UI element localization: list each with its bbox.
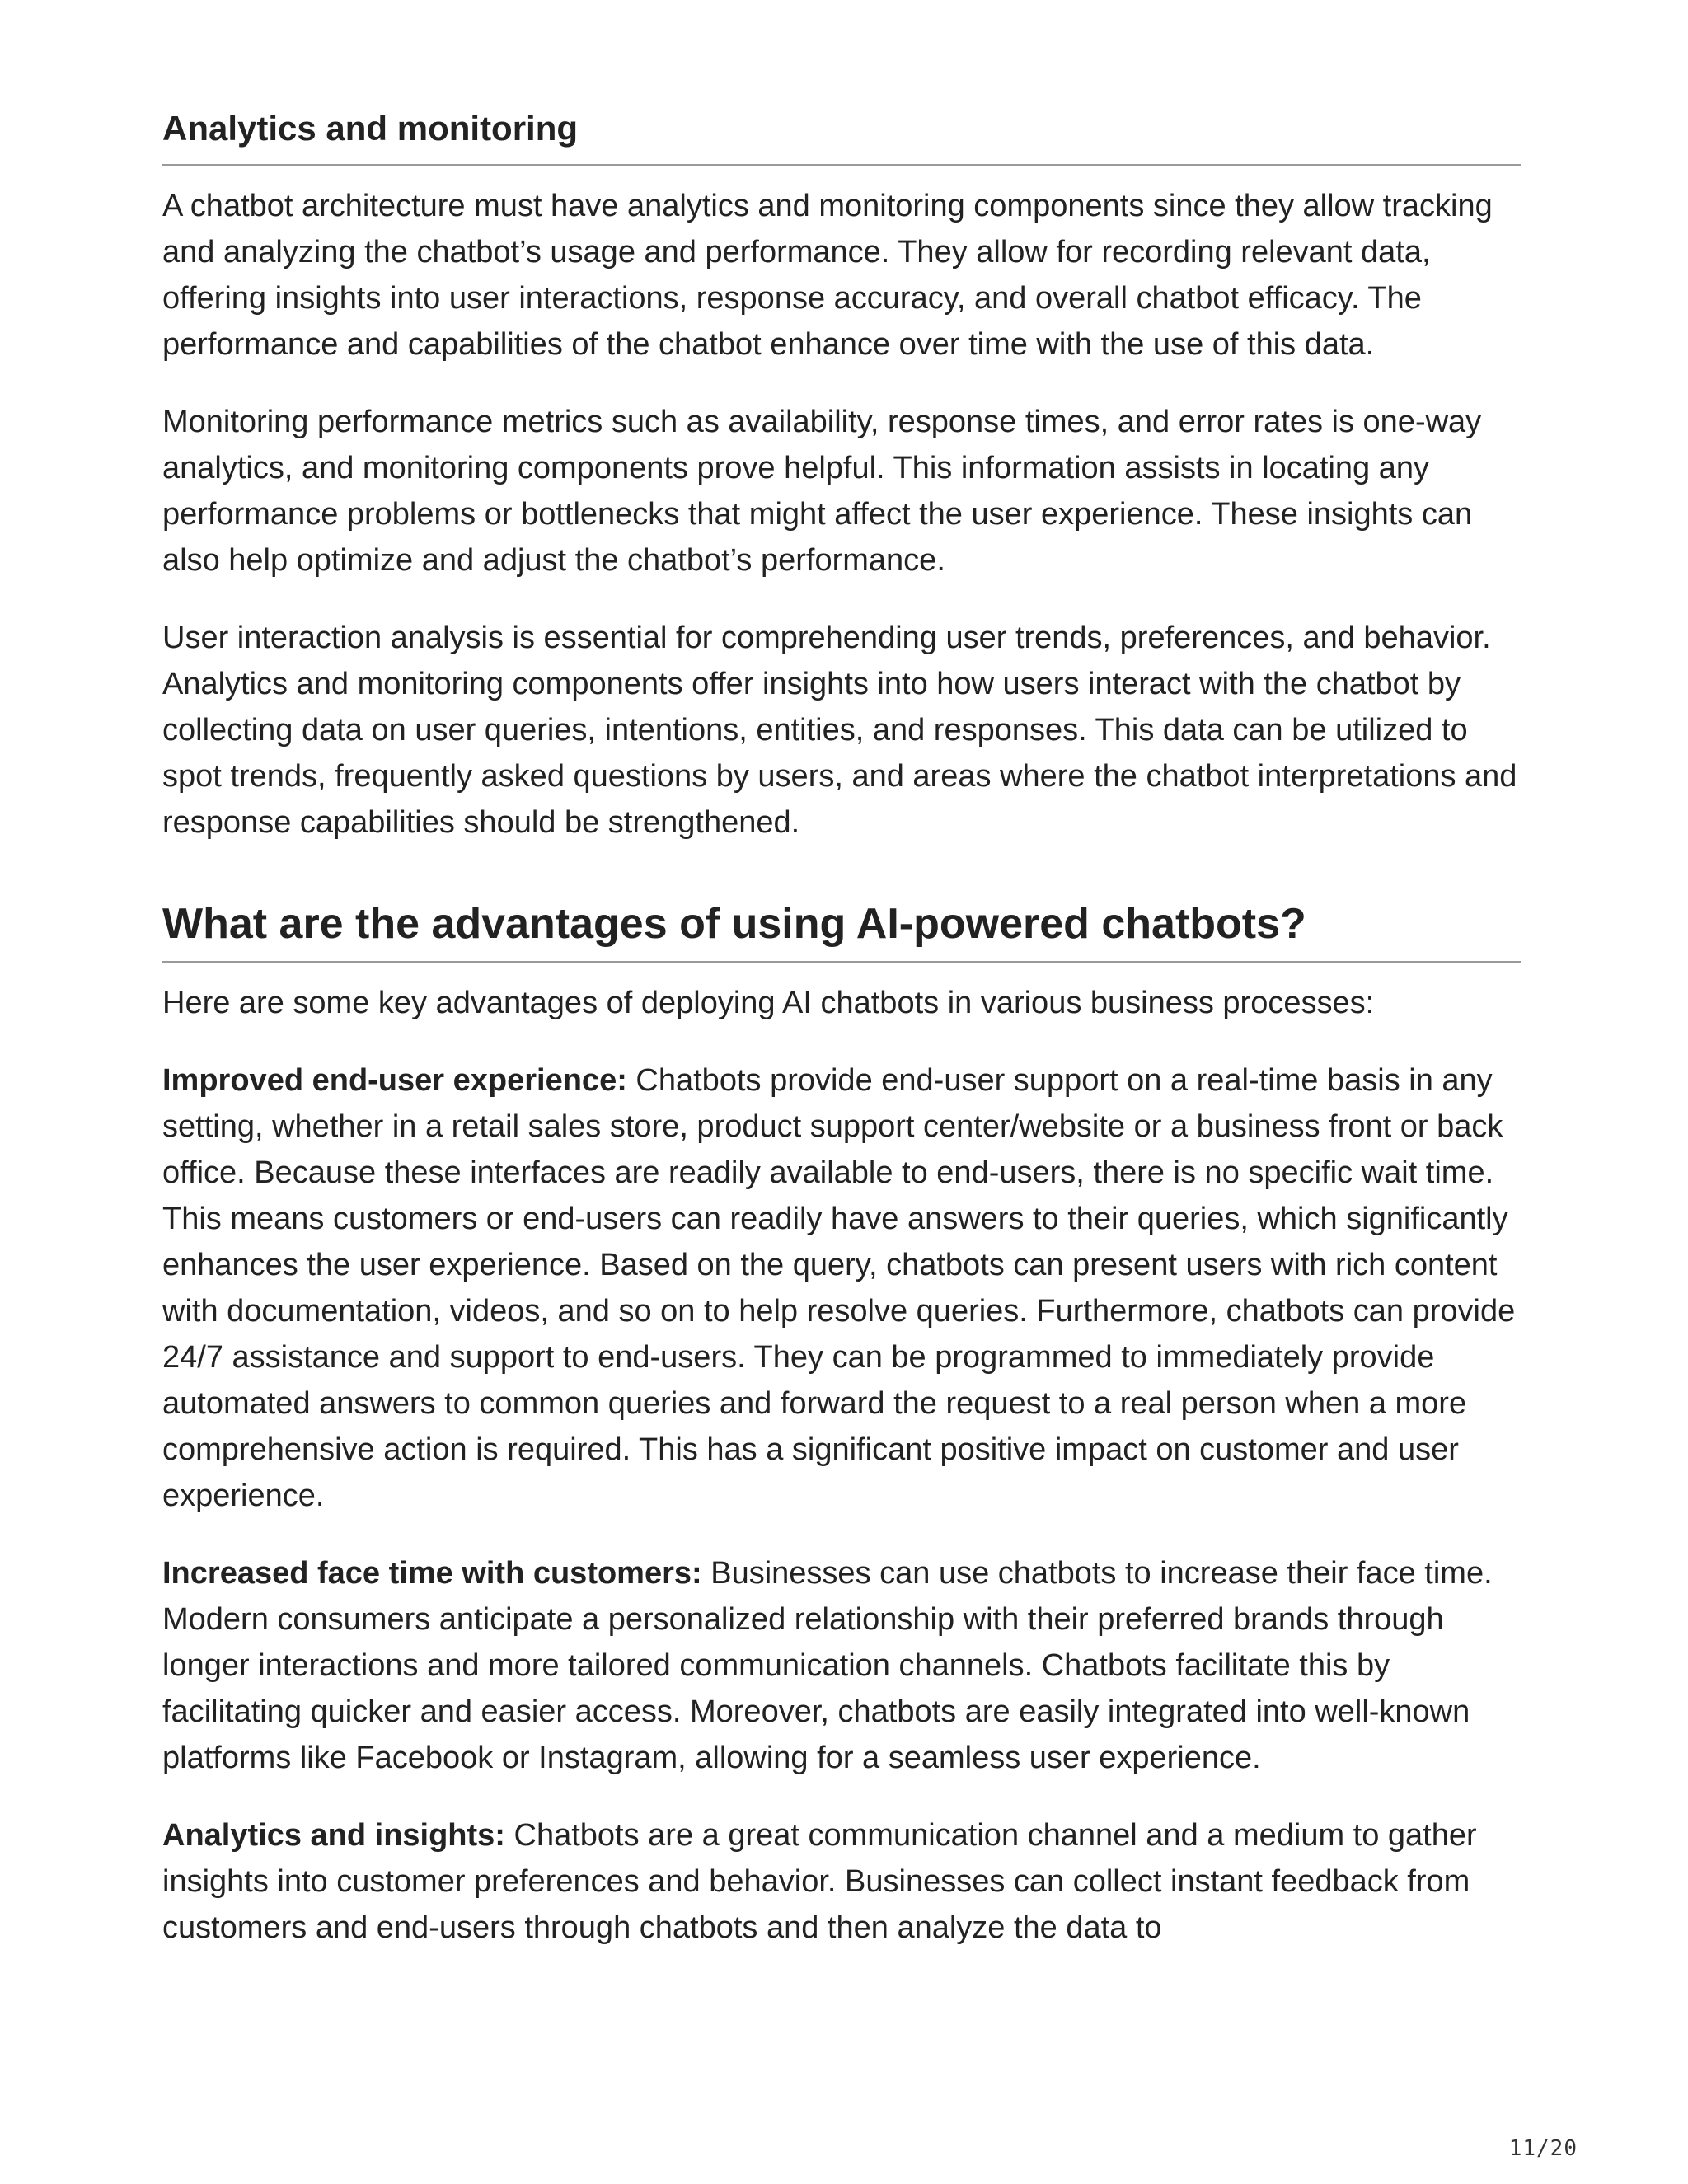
- advantage-item: [162, 1550, 1521, 1781]
- advantage-label: Improved end-user experience:: [162, 1062, 627, 1098]
- advantage-text: Businesses can use chatbots to increase their face time. Modern consumers anticipate a personalized relationship with their preferred brands through longer interactions and more tailored communication channels. Chatbots facilitate this by facilitating quicker and easier access. Moreover, chatbots are easily integrated into well-known platforms like Facebook or Instagram, allowing for a seamless user experience.: [162, 1555, 1493, 1775]
- paragraph: A chatbot architecture must have analytics and monitoring components since they allow tracking and analyzing the chatbot’s usage and performance. They allow for recording relevant data, offering insights into user interactions, response accuracy, and overall chatbot efficacy. The performance and capabilities of the chatbot enhance over time with the use of this data.: [162, 188, 1493, 362]
- advantage-item: [162, 1812, 1521, 1951]
- page-number: 11/20: [1508, 2136, 1578, 2161]
- section-heading-analytics-monitoring: Analytics and monitoring: [162, 107, 1521, 166]
- advantage-label: Increased face time with customers:: [162, 1555, 702, 1591]
- advantage-item: [162, 1057, 1521, 1519]
- advantage-text: Chatbots are a great communication channel and a medium to gather insights into customer preferences and behavior. Businesses can collect instant feedback from customers and end-users through chatbots and then analyze the data to: [162, 1817, 1477, 1945]
- document-page: [162, 107, 1521, 1982]
- paragraph: User interaction analysis is essential for comprehending user trends, preferences, and behavior. Analytics and monitoring components offer insights into how users interact with the chatbot by collecting data on user queries, intentions, entities, and responses. This data can be utilized to spot trends, frequently asked questions by users, and areas where the chatbot interpretations and response capabilities should be strengthened.: [162, 620, 1517, 840]
- advantage-text: Chatbots provide end-user support on a real-time basis in any setting, whether in a retail sales store, product support center/website or a business front or back office. Because these interfaces are readily available to end-users, there is no specific wait time. This means customers or end-users can readily have answers to their queries, which significantly enhances the user experience. Based on the query, chatbots can present users with rich content with documentation, videos, and so on to help resolve queries. Furthermore, chatbots can provide 24/7 assistance and support to end-users. They can be programmed to immediately provide automated answers to common queries and forward the request to a real person when a more comprehensive action is required. This has a significant positive impact on customer and user experience.: [162, 1062, 1516, 1513]
- section-heading-advantages: What are the advantages of using AI-powered chatbots?: [162, 898, 1521, 963]
- advantage-label: Analytics and insights:: [162, 1817, 505, 1853]
- paragraph: Monitoring performance metrics such as availability, response times, and error rates is one-way analytics, and monitoring components prove helpful. This information assists in locating any performance problems or bottlenecks that might affect the user experience. These insights can also help optimize and adjust the chatbot’s performance.: [162, 404, 1482, 578]
- advantages-intro: Here are some key advantages of deploying AI chatbots in various business processes:: [162, 985, 1375, 1020]
